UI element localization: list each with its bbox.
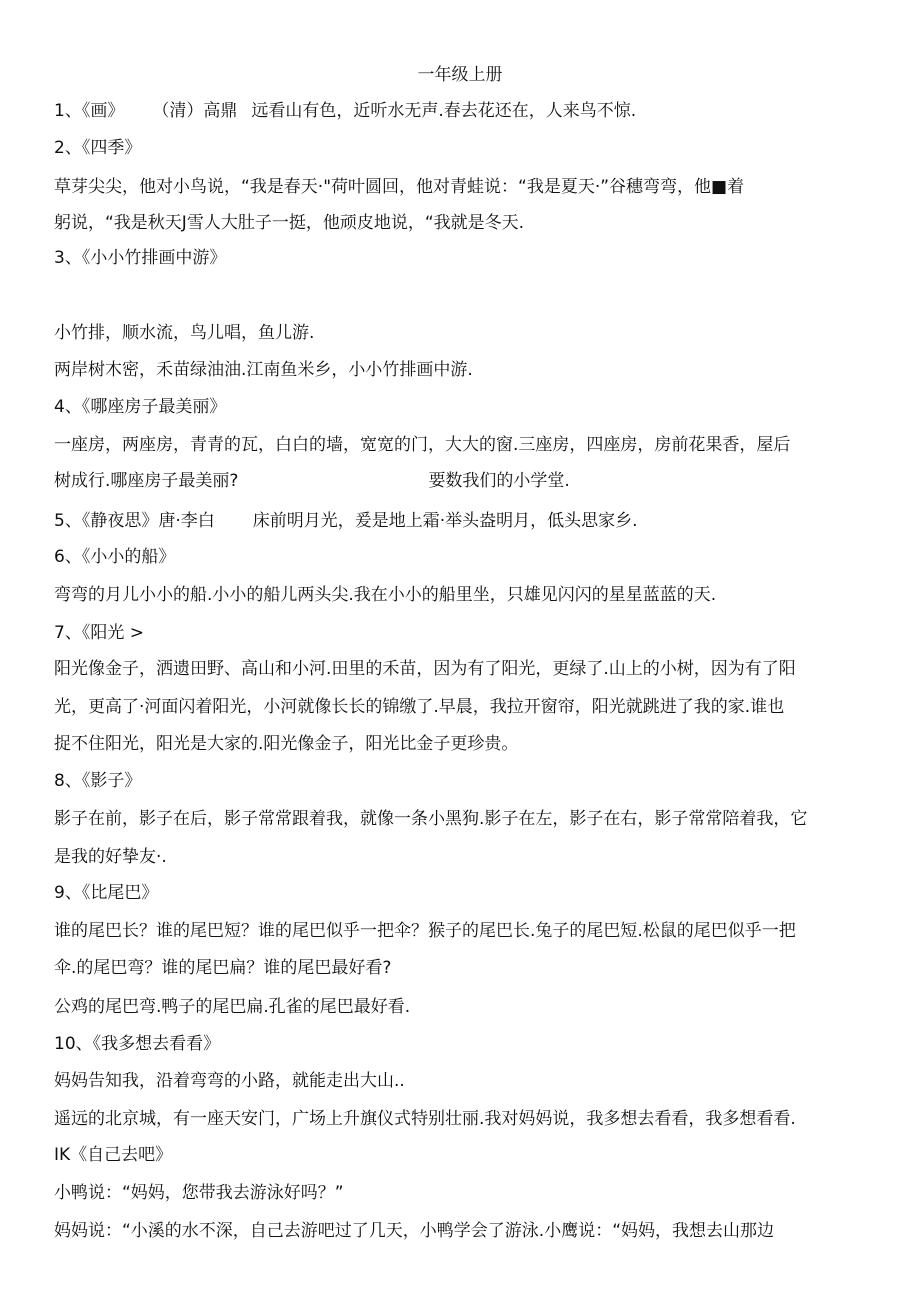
poem-9-text-line: 公鸡的尾巴弯.鸭子的尾巴扁.孔雀的尾巴最好看. xyxy=(54,997,411,1017)
poem-4-text-line: 一座房，两座房，青青的瓦，白白的墙，宽宽的门，大大的窗.三座房，四座房，房前花果香，屋后 xyxy=(54,435,791,455)
poem-3-heading: 3、《小小竹排画中游》 xyxy=(54,248,227,268)
poem-7-text-line: 光，更高了·河面闪着阳光，小河就像长长的锦缴了.早晨，我拉开窗帘，阳光就跳进了我的家.谁也 xyxy=(54,697,785,717)
poem-1-line xyxy=(54,98,874,124)
poem-10-text-line: 妈妈告知我，沿着弯弯的小路，就能走出大山.. xyxy=(54,1071,405,1091)
poem-9-heading: 9、《比尾巴》 xyxy=(54,883,159,903)
poem-7-heading: 7、《阳光 > xyxy=(54,623,144,643)
poem-4-text-line xyxy=(54,468,874,494)
poem-2-text-line: 躬说，“我是秋天J雪人大肚子一挺，他顽皮地说，“我就是冬天. xyxy=(54,213,525,233)
poem-5-line xyxy=(54,508,874,534)
poem-4-question: 树成行.哪座房子最美丽? xyxy=(54,471,239,491)
poem-10-text-line: 遥远的北京城，有一座天安门，广场上升旗仪式特别壮丽.我对妈妈说，我多想去看看，我多想看看. xyxy=(54,1109,796,1129)
poem-2-text-line: 草芽尖尖，他对小鸟说，“我是春天·"荷叶圆回，他对青蛙说：“我是夏天·”谷穗弯弯，他■着 xyxy=(54,177,745,197)
poem-4-heading: 4、《哪座房子最美丽》 xyxy=(54,397,227,417)
poem-9-text-line: 谁的尾巴长？谁的尾巴短？谁的尾巴似乎一把伞？猴子的尾巴长.兔子的尾巴短.松鼠的尾巴似乎一把 xyxy=(54,921,796,941)
poem-8-heading: 8、《影子》 xyxy=(54,771,142,791)
poem-8-text-line: 影子在前，影子在后，影子常常跟着我，就像一条小黑狗.影子在左，影子在右，影子常常陪着我，它 xyxy=(54,809,808,829)
poem-9-text-line: 伞.的尾巴弯？谁的尾巴扁？谁的尾巴最好看? xyxy=(54,958,392,978)
poem-1-author: （清）高鼎 xyxy=(152,101,238,121)
poem-1-heading: 1、《画》 xyxy=(54,101,125,121)
poem-11-heading: IK《自己去吧》 xyxy=(54,1145,173,1165)
poem-3-text-line: 两岸树木密，禾苗绿油油.江南鱼米乡，小小竹排画中游. xyxy=(54,360,473,380)
poem-5-heading: 5、《静夜思》唐·李白 xyxy=(54,511,215,531)
poem-5-text: 床前明月光，爰是地上霜·举头盎明月，低头思家乡. xyxy=(252,511,638,531)
poem-3-text-line: 小竹排，顺水流，鸟儿唱，鱼儿游. xyxy=(54,323,315,343)
poem-6-text-line: 弯弯的月儿小小的船.小小的船儿两头尖.我在小小的船里坐，只雄见闪闪的星星蓝蓝的天. xyxy=(54,585,717,605)
poem-11-text-line: 小鸭说：“妈妈，您带我去游泳好吗？” xyxy=(54,1183,344,1203)
poem-8-text-line: 是我的好挚友·. xyxy=(54,847,167,867)
poem-10-heading: 10、《我多想去看看》 xyxy=(54,1034,221,1054)
poem-4-answer: 要数我们的小学堂. xyxy=(428,471,570,491)
page-title: 一年级上册 xyxy=(417,65,503,85)
poem-11-text-line: 妈妈说：“小溪的水不深，自己去游吧过了几天，小鸭学会了游泳.小鹰说：“妈妈，我想去山那边 xyxy=(54,1221,775,1241)
poem-1-text: 远看山有色，近听水无声.春去花还在，人来鸟不惊. xyxy=(251,101,637,121)
poem-7-text-line: 捉不住阳光，阳光是大家的.阳光像金子，阳光比金子更珍贵。 xyxy=(54,734,519,754)
poem-7-text-line: 阳光像金子，洒遗田野、高山和小河.田里的禾苗，因为有了阳光，更绿了.山上的小树，因为有了阳 xyxy=(54,659,796,679)
poem-6-heading: 6、《小小的船》 xyxy=(54,547,176,567)
poem-2-heading: 2、《四季》 xyxy=(54,138,142,158)
